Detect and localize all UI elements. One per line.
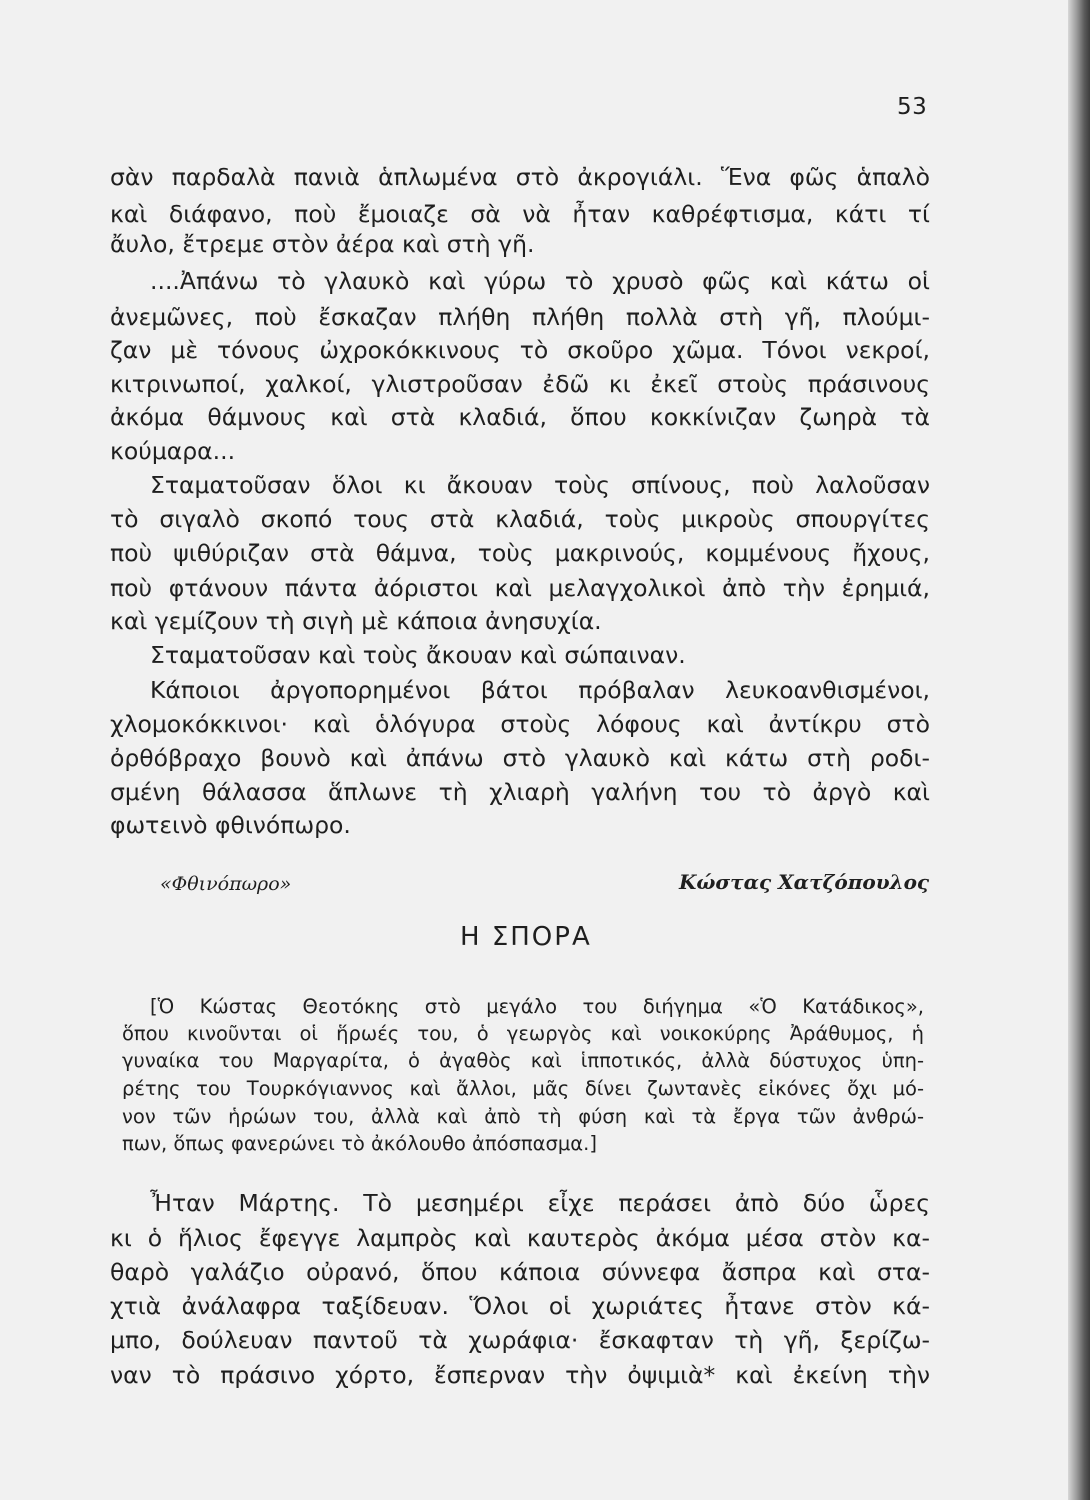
text-line: τὸ σιγαλὸ σκοπό τους στὰ κλαδιά, τοὺς μικροὺς σπουργίτες [110, 505, 930, 533]
text-line: χλομοκόκκινοι· καὶ ὁλόγυρα στοὺς λόφους καὶ ἀντίκρυ στὸ [110, 710, 930, 738]
text-line: ζαν μὲ τόνους ὠχροκόκκινους τὸ σκοῦρο χῶμα. Τόνοι νεκροί, [110, 336, 930, 364]
intro-line: ρέτης του Τουρκόγιαννος καὶ ἄλλοι, μᾶς δίνει ζωντανὲς εἰκόνες ὄχι μό- [122, 1077, 924, 1100]
text-line: Σταματοῦσαν ὅλοι κι ἄκουαν τοὺς σπίνους, ποὺ λαλοῦσαν [150, 471, 930, 499]
text-line: ποὺ φτάνουν πάντα ἀόριστοι καὶ μελαγχολικοὶ ἀπὸ τὴν ἐρημιά, [110, 574, 930, 602]
text-line: κιτρινωποί, χαλκοί, γλιστροῦσαν ἐδῶ κι ἐκεῖ στοὺς πράσινους [110, 370, 930, 398]
section-heading: Η ΣΠΟΡΑ [460, 922, 592, 952]
text-line: Κάποιοι ἀργοπορημένοι βάτοι πρόβαλαν λευκοανθισμένοι, [150, 676, 930, 704]
intro-line: [Ὁ Κώστας Θεοτόκης στὸ μεγάλο του διήγημα «Ὁ Κατάδικος», [150, 995, 924, 1018]
book-binding-edge [1068, 0, 1090, 1500]
text-line: κι ὁ ἥλιος ἔφεγγε λαμπρὸς καὶ καυτερὸς ἀκόμα μέσα στὸν κα- [110, 1224, 930, 1252]
source-title: «Φθινόπωρο» [160, 873, 292, 895]
text-line: ....Ἀπάνω τὸ γλαυκὸ καὶ γύρω τὸ χρυσὸ φῶς καὶ κάτω οἱ [150, 267, 930, 295]
text-line: σὰν παρδαλὰ πανιὰ ἁπλωμένα στὸ ἀκρογιάλι. Ἕνα φῶς ἁπαλὸ [110, 163, 930, 191]
text-line: ποὺ ψιθύριζαν στὰ θάμνα, τοὺς μακρινούς, κομμένους ἤχους, [110, 539, 930, 567]
intro-line: γυναίκα του Μαργαρίτα, ὁ ἀγαθὸς καὶ ἱπποτικός, ἀλλὰ δύστυχος ὑπη- [122, 1049, 924, 1072]
text-line: φωτεινὸ φθινόπωρο. [110, 811, 351, 839]
text-line: ὀρθόβραχο βουνὸ καὶ ἀπάνω στὸ γλαυκὸ καὶ κάτω στὴ ροδι- [110, 744, 930, 772]
text-line: μπο, δούλευαν παντοῦ τὰ χωράφια· ἔσκαφταν τὴ γῆ, ξερίζω- [110, 1326, 930, 1354]
text-line: ναν τὸ πράσινο χόρτο, ἔσπερναν τὴν ὀψιμιὰ* καὶ ἐκείνη τὴν [110, 1361, 930, 1389]
text-line: κούμαρα... [110, 437, 236, 465]
text-line: Ἦταν Μάρτης. Τὸ μεσημέρι εἶχε περάσει ἀπὸ δύο ὧρες [150, 1189, 930, 1217]
text-line: καὶ διάφανο, ποὺ ἔμοιαζε σὰ νὰ ἦταν καθρέφτισμα, κάτι τί [110, 200, 930, 228]
text-line: ἀκόμα θάμνους καὶ στὰ κλαδιά, ὅπου κοκκίνιζαν ζωηρὰ τὰ [110, 403, 930, 431]
intro-line: νον τῶν ἡρώων του, ἀλλὰ καὶ ἀπὸ τὴ φύση καὶ τὰ ἔργα τῶν ἀνθρώ- [122, 1105, 924, 1128]
page-number: 53 [897, 94, 928, 120]
text-line: θαρὸ γαλάζιο οὐρανό, ὅπου κάποια σύννεφα ἄσπρα καὶ στα- [110, 1258, 930, 1286]
text-line: Σταματοῦσαν καὶ τοὺς ἄκουαν καὶ σώπαιναν. [150, 641, 686, 669]
author-name: Κώστας Χατζόπουλος [679, 870, 930, 894]
text-line: χτιὰ ἀνάλαφρα ταξίδευαν. Ὅλοι οἱ χωριάτες ἦτανε στὸν κά- [110, 1292, 930, 1320]
text-line: καὶ γεμίζουν τὴ σιγὴ μὲ κάποια ἀνησυχία. [110, 607, 602, 635]
intro-line: πων, ὅπως φανερώνει τὸ ἀκόλουθο ἀπόσπασμα.] [122, 1132, 597, 1155]
text-line: ἀνεμῶνες, ποὺ ἔσκαζαν πλήθη πλήθη πολλὰ στὴ γῆ, πλούμι- [110, 303, 930, 331]
text-line: σμένη θάλασσα ἅπλωνε τὴ χλιαρὴ γαλήνη του τὸ ἀργὸ καὶ [110, 778, 930, 806]
intro-line: ὅπου κινοῦνται οἱ ἥρωές του, ὁ γεωργὸς καὶ νοικοκύρης Ἀράθυμος, ἡ [122, 1022, 924, 1045]
text-line: ἄυλο, ἔτρεμε στὸν ἀέρα καὶ στὴ γῆ. [110, 230, 535, 258]
